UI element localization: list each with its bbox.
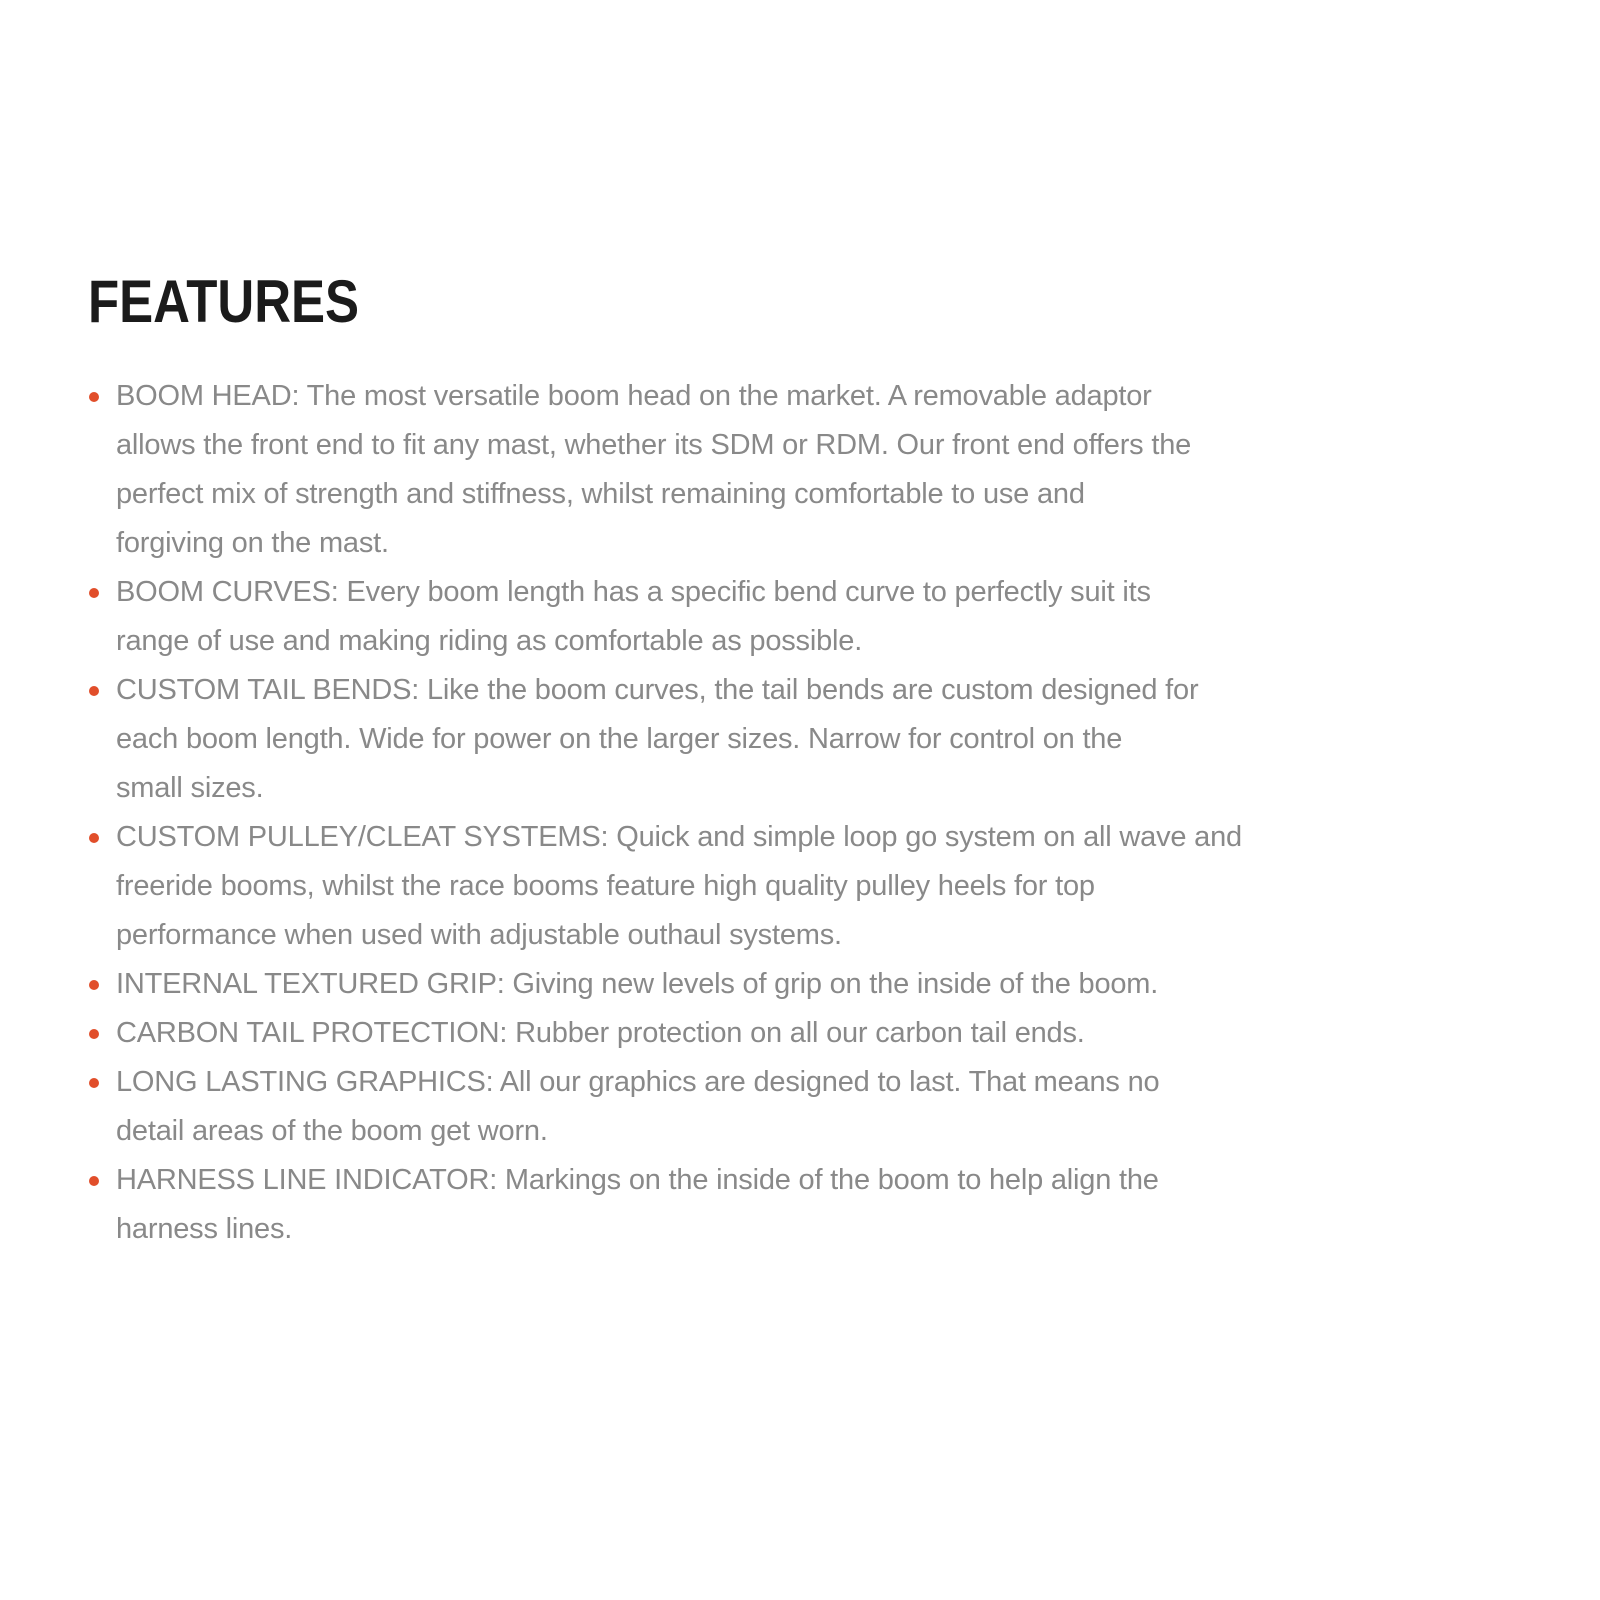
- feature-item-internal-textured-grip: [88, 960, 1500, 1009]
- feature-text: BOOM CURVES: Every boom length has a specific bend curve to perfectly suit its range of use and making riding as comfortable as possible.: [116, 576, 1151, 657]
- feature-item-custom-pulley-cleat: [88, 813, 1500, 960]
- bullet-dot-icon: [89, 1078, 99, 1088]
- bullet-dot-icon: [89, 1176, 99, 1186]
- features-list: [88, 372, 1500, 1254]
- feature-item-harness-line-indicator: [88, 1156, 1500, 1254]
- feature-item-long-lasting-graphics: [88, 1058, 1500, 1156]
- page-title: FEATURES: [88, 268, 360, 335]
- feature-text: HARNESS LINE INDICATOR: Markings on the inside of the boom to help align the harness lines.: [116, 1164, 1159, 1245]
- feature-text: CUSTOM TAIL BENDS: Like the boom curves, the tail bends are custom designed for each boom length. Wide for power on the larger sizes. Narrow for control on the small sizes.: [116, 674, 1199, 804]
- bullet-dot-icon: [89, 588, 99, 598]
- feature-text: CUSTOM PULLEY/CLEAT SYSTEMS: Quick and simple loop go system on all wave and freeride booms, whilst the race booms feature high quality pulley heels for top performance when used with adjustable outhaul systems.: [116, 821, 1242, 951]
- feature-text: LONG LASTING GRAPHICS: All our graphics are designed to last. That means no detail areas of the boom get worn.: [116, 1066, 1160, 1147]
- feature-item-carbon-tail-protection: [88, 1009, 1500, 1058]
- feature-text: INTERNAL TEXTURED GRIP: Giving new levels of grip on the inside of the boom.: [116, 968, 1159, 1000]
- bullet-dot-icon: [89, 1029, 99, 1039]
- bullet-dot-icon: [89, 392, 99, 402]
- bullet-dot-icon: [89, 833, 99, 843]
- feature-item-boom-head: [88, 372, 1500, 568]
- feature-item-custom-tail-bends: [88, 666, 1500, 813]
- feature-text: BOOM HEAD: The most versatile boom head on the market. A removable adaptor allows the front end to fit any mast, whether its SDM or RDM. Our front end offers the perfect mix of strength and stiffness, whilst remaining comfortable to use and forgiving on the mast.: [116, 380, 1192, 559]
- feature-text: CARBON TAIL PROTECTION: Rubber protection on all our carbon tail ends.: [116, 1017, 1085, 1049]
- bullet-dot-icon: [89, 686, 99, 696]
- feature-item-boom-curves: [88, 568, 1500, 666]
- bullet-dot-icon: [89, 980, 99, 990]
